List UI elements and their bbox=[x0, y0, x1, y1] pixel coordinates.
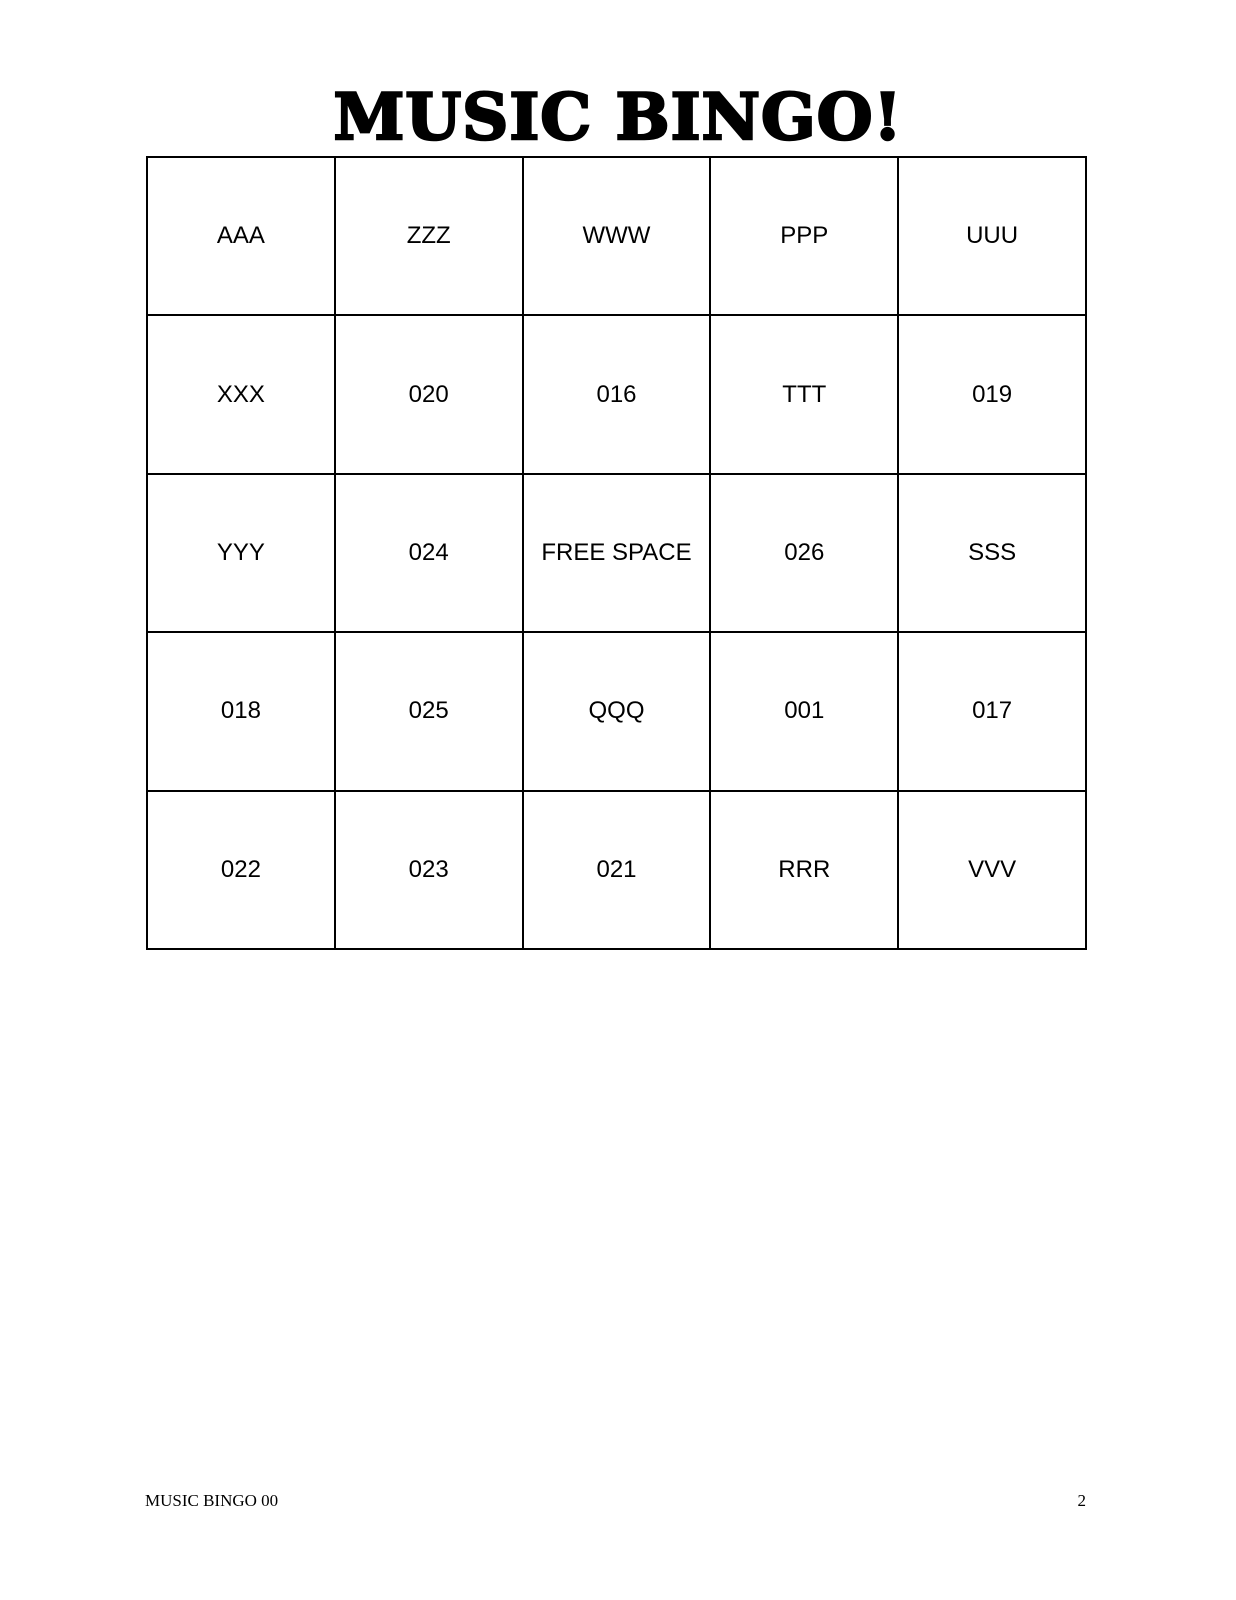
bingo-free-space-cell: FREE SPACE bbox=[524, 475, 712, 633]
bingo-cell: UUU bbox=[899, 158, 1087, 316]
bingo-cell: 001 bbox=[711, 633, 899, 791]
bingo-card-grid bbox=[146, 156, 1087, 950]
bingo-cell: QQQ bbox=[524, 633, 712, 791]
bingo-cell: 018 bbox=[148, 633, 336, 791]
page-number: 2 bbox=[1077, 1491, 1086, 1510]
bingo-cell: 020 bbox=[336, 316, 524, 474]
bingo-cell: XXX bbox=[148, 316, 336, 474]
bingo-cell: 017 bbox=[899, 633, 1087, 791]
bingo-cell: AAA bbox=[148, 158, 336, 316]
bingo-cell: ZZZ bbox=[336, 158, 524, 316]
bingo-cell: 026 bbox=[711, 475, 899, 633]
bingo-cell: SSS bbox=[899, 475, 1087, 633]
bingo-cell: TTT bbox=[711, 316, 899, 474]
bingo-cell: 019 bbox=[899, 316, 1087, 474]
bingo-cell: 021 bbox=[524, 792, 712, 950]
bingo-cell: 016 bbox=[524, 316, 712, 474]
bingo-cell: 024 bbox=[336, 475, 524, 633]
bingo-cell: 025 bbox=[336, 633, 524, 791]
bingo-cell: YYY bbox=[148, 475, 336, 633]
bingo-cell: VVV bbox=[899, 792, 1087, 950]
page-title: MUSIC BINGO! bbox=[333, 80, 903, 155]
footer-label: MUSIC BINGO 00 bbox=[145, 1491, 279, 1510]
bingo-cell: PPP bbox=[711, 158, 899, 316]
bingo-cell: WWW bbox=[524, 158, 712, 316]
bingo-cell: 022 bbox=[148, 792, 336, 950]
bingo-cell: RRR bbox=[711, 792, 899, 950]
bingo-cell: 023 bbox=[336, 792, 524, 950]
